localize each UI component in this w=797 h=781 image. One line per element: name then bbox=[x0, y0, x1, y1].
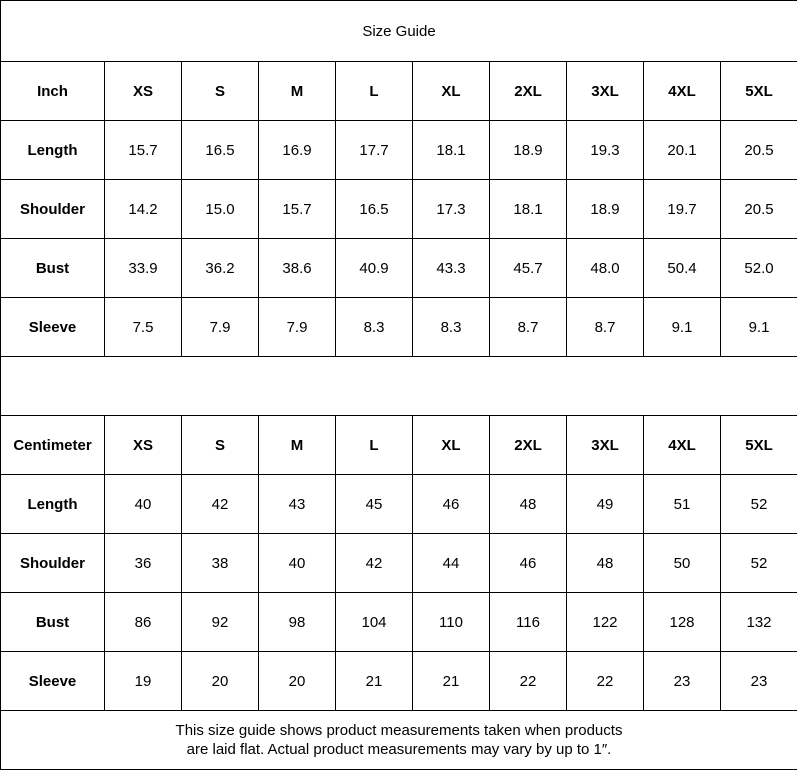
inch-header-row bbox=[1, 62, 797, 121]
table-cell: 8.3 bbox=[413, 298, 490, 357]
note-line-2: are laid flat. Actual product measurements may vary by up to 1″. bbox=[186, 741, 612, 758]
table-cell: 20 bbox=[182, 652, 259, 711]
table-cell: 45 bbox=[336, 475, 413, 534]
table-cell: 18.9 bbox=[490, 121, 567, 180]
title-row bbox=[1, 1, 797, 62]
size-header-xl: XL bbox=[413, 62, 490, 121]
table-cell: 22 bbox=[567, 652, 644, 711]
measurement-label: Shoulder bbox=[1, 180, 105, 239]
table-cell: 14.2 bbox=[105, 180, 182, 239]
table-cell: 40 bbox=[259, 534, 336, 593]
table-cell: 42 bbox=[182, 475, 259, 534]
table-cell: 19.3 bbox=[567, 121, 644, 180]
size-note bbox=[1, 711, 797, 770]
cm-row-shoulder bbox=[1, 534, 797, 593]
note-line-1: This size guide shows product measurements taken when products bbox=[175, 722, 623, 739]
cm-row-length bbox=[1, 475, 797, 534]
table-cell: 92 bbox=[182, 593, 259, 652]
table-cell: 86 bbox=[105, 593, 182, 652]
measurement-label: Bust bbox=[1, 593, 105, 652]
table-cell: 20.1 bbox=[644, 121, 721, 180]
table-cell: 15.7 bbox=[105, 121, 182, 180]
size-header-s: S bbox=[182, 62, 259, 121]
table-cell: 23 bbox=[721, 652, 797, 711]
table-cell: 8.7 bbox=[490, 298, 567, 357]
table-cell: 104 bbox=[336, 593, 413, 652]
table-cell: 128 bbox=[644, 593, 721, 652]
table-cell: 51 bbox=[644, 475, 721, 534]
table-cell: 36.2 bbox=[182, 239, 259, 298]
table-cell: 19 bbox=[105, 652, 182, 711]
measurement-label: Shoulder bbox=[1, 534, 105, 593]
size-header-5xl: 5XL bbox=[721, 416, 797, 475]
table-cell: 110 bbox=[413, 593, 490, 652]
table-cell: 43 bbox=[259, 475, 336, 534]
table-cell: 21 bbox=[336, 652, 413, 711]
spacer-row bbox=[1, 357, 797, 416]
size-header-4xl: 4XL bbox=[644, 62, 721, 121]
table-cell: 23 bbox=[644, 652, 721, 711]
size-header-l: L bbox=[336, 62, 413, 121]
table-cell: 98 bbox=[259, 593, 336, 652]
table-cell: 50.4 bbox=[644, 239, 721, 298]
unit-label: Inch bbox=[1, 62, 105, 121]
measurement-label: Length bbox=[1, 475, 105, 534]
size-header-4xl: 4XL bbox=[644, 416, 721, 475]
table-cell: 132 bbox=[721, 593, 797, 652]
table-cell: 52 bbox=[721, 534, 797, 593]
size-header-2xl: 2XL bbox=[490, 416, 567, 475]
measurement-label: Length bbox=[1, 121, 105, 180]
inch-row-bust bbox=[1, 239, 797, 298]
table-cell: 16.5 bbox=[182, 121, 259, 180]
table-cell: 20.5 bbox=[721, 180, 797, 239]
table-cell: 15.0 bbox=[182, 180, 259, 239]
measurement-label: Sleeve bbox=[1, 298, 105, 357]
size-header-5xl: 5XL bbox=[721, 62, 797, 121]
table-cell: 16.9 bbox=[259, 121, 336, 180]
size-header-l: L bbox=[336, 416, 413, 475]
size-header-3xl: 3XL bbox=[567, 62, 644, 121]
table-cell: 48 bbox=[567, 534, 644, 593]
table-cell: 38.6 bbox=[259, 239, 336, 298]
table-cell: 16.5 bbox=[336, 180, 413, 239]
table-cell: 40 bbox=[105, 475, 182, 534]
table-cell: 22 bbox=[490, 652, 567, 711]
size-header-2xl: 2XL bbox=[490, 62, 567, 121]
table-cell: 20.5 bbox=[721, 121, 797, 180]
spacer-cell bbox=[1, 357, 797, 416]
table-cell: 18.1 bbox=[413, 121, 490, 180]
cm-row-bust bbox=[1, 593, 797, 652]
table-cell: 21 bbox=[413, 652, 490, 711]
table-cell: 9.1 bbox=[721, 298, 797, 357]
inch-row-length bbox=[1, 121, 797, 180]
table-cell: 18.1 bbox=[490, 180, 567, 239]
note-row bbox=[1, 711, 797, 770]
size-header-m: M bbox=[259, 416, 336, 475]
table-cell: 46 bbox=[490, 534, 567, 593]
table-cell: 45.7 bbox=[490, 239, 567, 298]
table-cell: 48 bbox=[490, 475, 567, 534]
table-cell: 17.3 bbox=[413, 180, 490, 239]
table-cell: 52.0 bbox=[721, 239, 797, 298]
size-header-xs: XS bbox=[105, 62, 182, 121]
table-cell: 20 bbox=[259, 652, 336, 711]
size-header-xs: XS bbox=[105, 416, 182, 475]
table-cell: 36 bbox=[105, 534, 182, 593]
table-cell: 17.7 bbox=[336, 121, 413, 180]
measurement-label: Bust bbox=[1, 239, 105, 298]
table-cell: 46 bbox=[413, 475, 490, 534]
table-cell: 43.3 bbox=[413, 239, 490, 298]
table-cell: 49 bbox=[567, 475, 644, 534]
table-cell: 40.9 bbox=[336, 239, 413, 298]
table-cell: 19.7 bbox=[644, 180, 721, 239]
table-cell: 7.9 bbox=[259, 298, 336, 357]
table-cell: 122 bbox=[567, 593, 644, 652]
size-header-s: S bbox=[182, 416, 259, 475]
table-cell: 8.7 bbox=[567, 298, 644, 357]
table-cell: 18.9 bbox=[567, 180, 644, 239]
table-cell: 15.7 bbox=[259, 180, 336, 239]
table-cell: 44 bbox=[413, 534, 490, 593]
table-cell: 9.1 bbox=[644, 298, 721, 357]
size-header-xl: XL bbox=[413, 416, 490, 475]
table-cell: 52 bbox=[721, 475, 797, 534]
page-title: Size Guide bbox=[1, 1, 797, 62]
table-cell: 116 bbox=[490, 593, 567, 652]
inch-row-sleeve bbox=[1, 298, 797, 357]
table-cell: 33.9 bbox=[105, 239, 182, 298]
measurement-label: Sleeve bbox=[1, 652, 105, 711]
cm-header-row bbox=[1, 416, 797, 475]
table-cell: 38 bbox=[182, 534, 259, 593]
size-header-m: M bbox=[259, 62, 336, 121]
table-cell: 42 bbox=[336, 534, 413, 593]
inch-row-shoulder bbox=[1, 180, 797, 239]
cm-row-sleeve bbox=[1, 652, 797, 711]
table-cell: 50 bbox=[644, 534, 721, 593]
table-cell: 48.0 bbox=[567, 239, 644, 298]
unit-label: Centimeter bbox=[1, 416, 105, 475]
table-cell: 8.3 bbox=[336, 298, 413, 357]
table-cell: 7.5 bbox=[105, 298, 182, 357]
table-cell: 7.9 bbox=[182, 298, 259, 357]
size-header-3xl: 3XL bbox=[567, 416, 644, 475]
